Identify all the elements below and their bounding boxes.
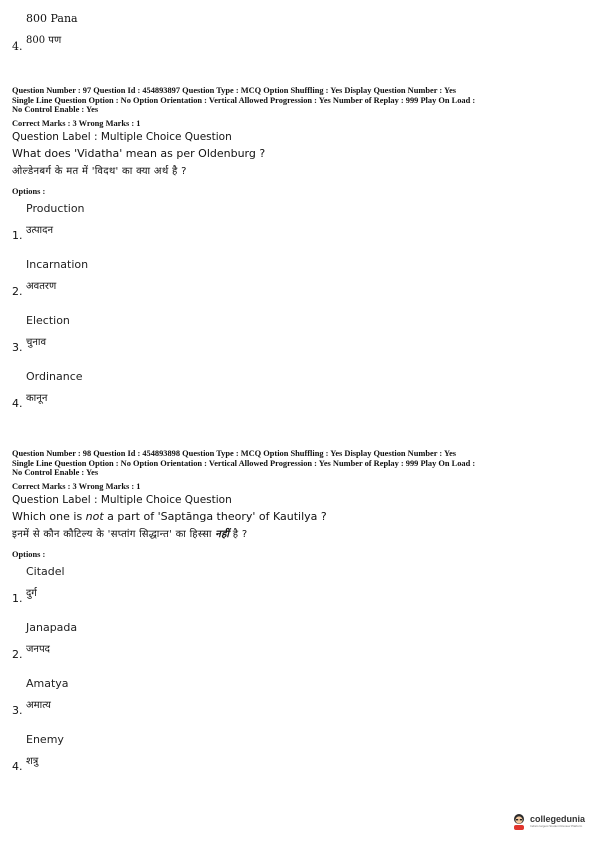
- option-number: 1.: [12, 591, 23, 605]
- meta-line: No Control Enable : Yes: [12, 105, 99, 115]
- option-number: 2.: [12, 284, 23, 298]
- question-marks: Correct Marks : 3 Wrong Marks : 1: [12, 481, 141, 491]
- logo-name: collegedunia: [529, 814, 585, 824]
- logo-tagline: India's largest Student Review Platform: [529, 824, 583, 828]
- option-number: 3.: [12, 340, 23, 354]
- text-part: है ?: [229, 528, 248, 540]
- option-text-en: Citadel: [26, 564, 65, 578]
- option-text-hi: जनपद: [26, 643, 50, 655]
- question-text-en: [12, 510, 587, 523]
- question-text-hi: [12, 526, 587, 540]
- question-label: Question Label : Multiple Choice Question: [12, 130, 232, 143]
- option-number: 4.: [12, 759, 23, 773]
- option-text-hi: अमात्य: [26, 699, 51, 711]
- option-text-hi: चुनाव: [26, 336, 47, 348]
- question-text-en: What does 'Vidatha' mean as per Oldenburg ?: [12, 146, 266, 160]
- question-meta: [12, 86, 587, 115]
- option-text-en: Election: [26, 313, 70, 327]
- option-number: 3.: [12, 703, 23, 717]
- option-text-hi: उत्पादन: [26, 224, 54, 236]
- text-part: Which one is: [12, 509, 86, 523]
- option-text-en: Incarnation: [26, 257, 89, 271]
- text-part: a part of 'Saptānga theory' of Kautilya ?: [103, 509, 327, 523]
- meta-line: Question Number : 97 Question Id : 454893897 Question Type : MCQ Option Shuffling : Yes Display Question Number : Yes: [12, 86, 457, 95]
- meta-line: Single Line Question Option : No Option Orientation : Vertical Allowed Progression : Yes Number of Replay : 999 Play On Load :: [12, 458, 476, 468]
- option-text-hi: कानून: [26, 392, 48, 404]
- logo-text: [530, 814, 585, 828]
- question-marks: Correct Marks : 3 Wrong Marks : 1: [12, 118, 141, 128]
- option-3: [12, 671, 587, 727]
- option-text-hi: शत्रु: [26, 755, 39, 767]
- option-text-hi: अवतरण: [26, 280, 57, 292]
- meta-line: No Control Enable : Yes: [12, 468, 99, 478]
- option-text-en: Ordinance: [26, 369, 83, 383]
- text-part: इनमें से कौन कौटिल्य के 'सप्तांग सिद्धान्त' का हिस्सा: [12, 528, 216, 540]
- option-2: [12, 615, 587, 671]
- option-number: 4.: [12, 40, 23, 53]
- question-label: Question Label : Multiple Choice Question: [12, 493, 232, 506]
- option-number: 2.: [12, 647, 23, 661]
- emphasis-text: not: [85, 509, 104, 523]
- meta-line: Single Line Question Option : No Option Orientation : Vertical Allowed Progression : Yes Number of Replay : 999 Play On Load :: [12, 95, 476, 105]
- option-text-en: Production: [26, 201, 85, 215]
- collegedunia-logo: [511, 812, 585, 830]
- mascot-icon: [511, 812, 527, 830]
- option-text-en: Amatya: [26, 676, 69, 690]
- question-meta: [12, 449, 587, 478]
- options-heading: Options :: [12, 186, 46, 196]
- question-98: [12, 449, 587, 783]
- option-3: [12, 308, 587, 364]
- option-text-en: Janapada: [26, 620, 78, 634]
- option-1: [12, 559, 587, 615]
- question-97: [12, 86, 587, 420]
- question-text-hi: ओल्डेनबर्ग के मत में 'विदथ' का क्या अर्थ है ?: [12, 165, 187, 177]
- option-4: [12, 727, 587, 783]
- option-1: [12, 196, 587, 252]
- option-4: [12, 364, 587, 420]
- option-number: 1.: [12, 228, 23, 242]
- meta-line: Question Number : 98 Question Id : 454893898 Question Type : MCQ Option Shuffling : Yes Display Question Number : Yes: [12, 449, 457, 458]
- option-number: 4.: [12, 396, 23, 410]
- option-text-hi: 800 पण: [26, 35, 62, 46]
- option-2: [12, 252, 587, 308]
- option-text-en: 800 Pana: [26, 12, 78, 25]
- option-text-en: Enemy: [26, 732, 64, 746]
- emphasis-text: नहीं: [215, 528, 230, 540]
- options-heading: Options :: [12, 549, 46, 559]
- option-text-hi: दुर्ग: [26, 587, 37, 599]
